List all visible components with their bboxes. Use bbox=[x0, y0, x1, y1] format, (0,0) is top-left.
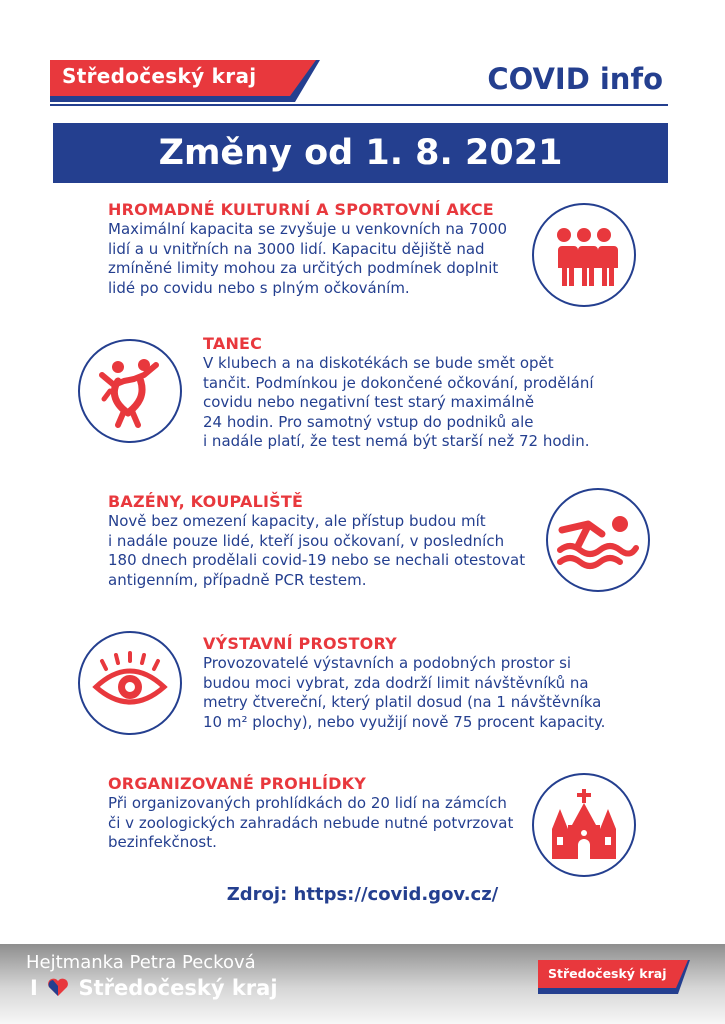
section-heading-pools: BAZÉNY, KOUPALIŠTĚ bbox=[108, 492, 304, 511]
body-line: zmíněné limity mohou za určitých podmínek doplnit bbox=[108, 259, 499, 277]
body-line: Při organizovaných prohlídkách do 20 lidí na zámcích bbox=[108, 794, 507, 812]
icon-circle-pools bbox=[546, 488, 650, 592]
section-heading-tours: ORGANIZOVANÉ PROHLÍDKY bbox=[108, 774, 366, 793]
body-line: lidé po covidu nebo s plným očkováním. bbox=[108, 278, 410, 297]
covid-info-title: COVID info bbox=[487, 62, 663, 96]
section-body-exhibitions bbox=[203, 654, 605, 732]
eye-icon bbox=[80, 633, 180, 733]
body-line: Nově bez omezení kapacity, ale přístup budou mít bbox=[108, 512, 486, 530]
body-line: V klubech a na diskotékách se bude smět opět bbox=[203, 354, 554, 372]
section-heading-events: HROMADNÉ KULTURNÍ A SPORTOVNÍ AKCE bbox=[108, 200, 494, 219]
body-line: covidu nebo negativní test starý maximálně bbox=[203, 393, 535, 411]
body-line: či v zoologických zahradách nebude nutné potvrzovat bbox=[108, 813, 514, 832]
icon-circle-tours bbox=[532, 773, 636, 877]
icon-circle-exhibitions bbox=[78, 631, 182, 735]
crowd-icon bbox=[534, 205, 634, 305]
region-label: Středočeský kraj bbox=[62, 64, 257, 88]
icon-circle-events bbox=[532, 203, 636, 307]
body-line: tančit. Podmínkou je dokončené očkování, prodělání bbox=[203, 373, 594, 392]
body-line: i nadále platí, že test nemá být starší než 72 hodin. bbox=[203, 432, 590, 450]
heart-icon bbox=[47, 977, 69, 997]
header-divider bbox=[50, 104, 668, 106]
section-body-tours bbox=[108, 794, 513, 853]
section-heading-dance: TANEC bbox=[203, 334, 263, 353]
body-line: metry čtvereční, který platil dosud (na 1 návštěvníka bbox=[203, 693, 602, 711]
body-line: i nadále pouze lidé, kteří jsou očkovaní, v posledních bbox=[108, 531, 505, 550]
body-line: bezinfekčnost. bbox=[108, 833, 217, 851]
brand-name: Středočeský kraj bbox=[78, 976, 278, 1000]
body-line: 24 hodin. Pro samotný vstup do podniků ale bbox=[203, 412, 534, 431]
source-link[interactable]: Zdroj: https://covid.gov.cz/ bbox=[226, 884, 499, 905]
section-body-events bbox=[108, 220, 507, 298]
body-line: lidí a u vnitřních na 3000 lidí. Kapacitu dějiště nad bbox=[108, 239, 485, 258]
body-line: 180 dnech prodělali covid-19 nebo se nechali otestovat bbox=[108, 551, 526, 569]
church-icon bbox=[534, 775, 634, 875]
page-title: Změny od 1. 8. 2021 bbox=[158, 133, 563, 173]
body-line: budou moci vybrat, zda dodrží limit návštěvníků na bbox=[203, 673, 589, 692]
body-line: Provozovatelé výstavních a podobných prostor si bbox=[203, 654, 572, 672]
section-body-dance bbox=[203, 354, 594, 452]
icon-circle-dance bbox=[78, 339, 182, 443]
body-line: 10 m² plochy), nebo využijí nově 75 procent kapacity. bbox=[203, 712, 606, 731]
body-line: Maximální kapacita se zvyšuje u venkovních na 7000 bbox=[108, 220, 508, 238]
dancing-couple-icon bbox=[80, 341, 180, 441]
body-line: antigenním, případně PCR testem. bbox=[108, 570, 367, 589]
swimmer-icon bbox=[548, 490, 648, 590]
footer-brand bbox=[30, 976, 278, 1000]
section-body-pools bbox=[108, 512, 525, 590]
section-heading-exhibitions: VÝSTAVNÍ PROSTORY bbox=[203, 634, 397, 653]
footer-tag-label: Středočeský kraj bbox=[548, 966, 667, 981]
brand-prefix: I bbox=[30, 976, 38, 1000]
governor-name: Hejtmanka Petra Pecková bbox=[26, 952, 256, 973]
